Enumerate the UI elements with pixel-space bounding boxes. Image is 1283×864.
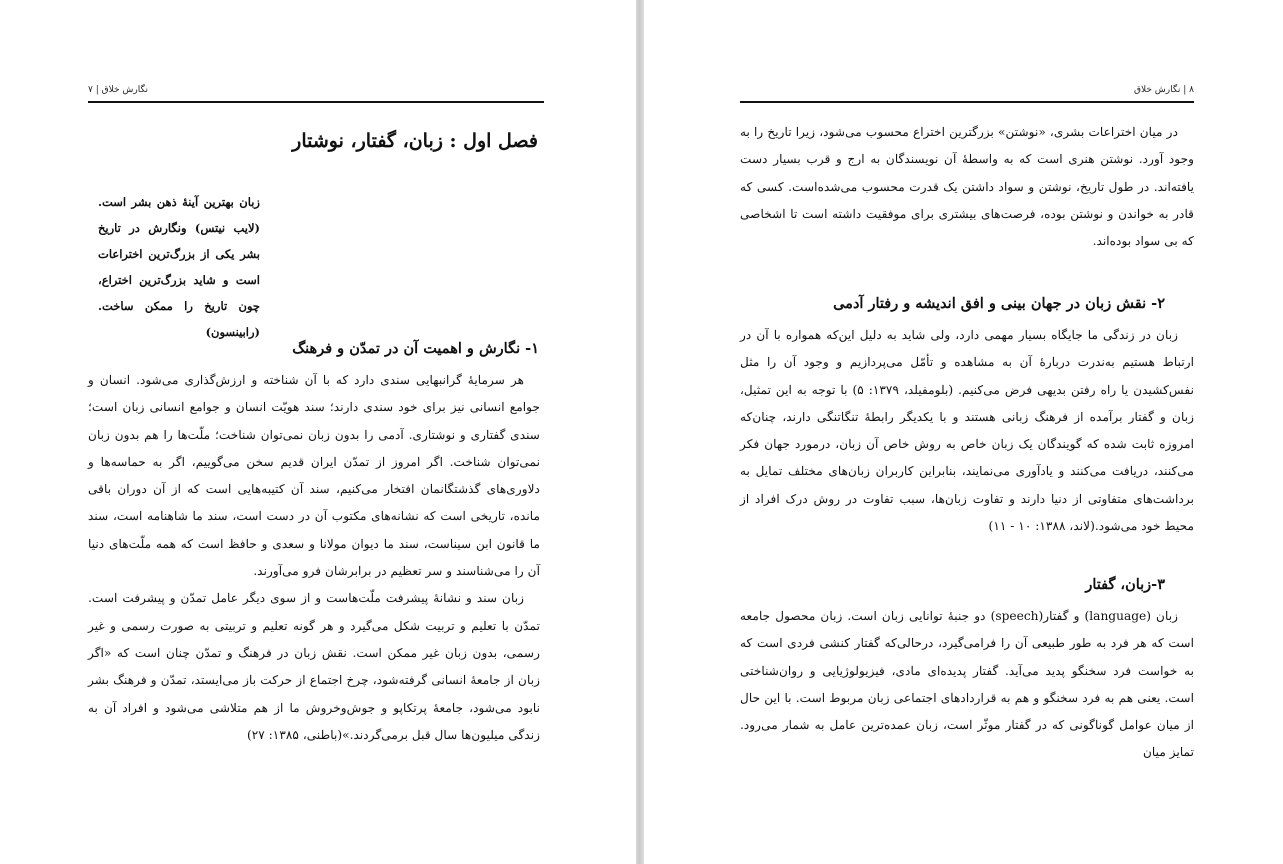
paragraph: هر سرمایهٔ گرانبهایی سندی دارد که با آن شناخته و ارزش‌گذاری می‌شود. انسان و جوامع انسانی نیز برای خود سندی دارند؛ سند هویّت انسان و جوامع انسانی زبان است؛ سندی گفتاری و نوشتاری. آدمی را بدون زبان نمی‌توان شناخت؛ ملّت‌ها را هم بدون زبان نمی‌توان شناخت. اگر امروز از تمدّن ایران قدیم سخن می‌گوییم، اگر به حماسه‌ها و دلاوری‌های گذشتگانمان افتخار می‌کنیم، سند آن کتیبه‌هایی است که از آن دوران باقی مانده، تاریخی است که نشانه‌های مکتوب آن در دست است، سند ما شاهنامه است، سند ما قانون ابن سیناست، سند ما دیوان مولانا و سعدی و حافظ است که همه ملّت‌های دنیا آن را می‌شناسند و سر تعظیم در برابرشان فرو می‌آورند. <box>88 373 540 579</box>
running-head-text <box>1134 84 1194 96</box>
page-number: ۷ <box>88 85 93 95</box>
section-body <box>740 603 1194 767</box>
section-heading: ۳-زبان، گفتار <box>1085 576 1165 593</box>
running-head-text <box>88 84 148 96</box>
running-head-title: نگارش خلاق <box>101 85 148 95</box>
paragraph: زبان در زندگی ما جایگاه بسیار مهمی دارد، ولی شاید به دلیل این‌که همواره با آن در ارتباط هستیم به‌ندرت دربارهٔ آن به مشاهده و تأمّل می‌پردازیم و وجود آن را مثل نفس‌کشیدن یا راه رفتن بدیهی فرض می‌کنیم. (بلومفیلد، ۱۳۷۹: ۵) با توجه به این تمثیل، زبان و گفتار برآمده از فرهنگ زبانی هستند و با یکدیگر رابطهٔ تنگاتنگی دارند، چنان‌که امروزه ثابت شده که گویندگان یک زبان خاص به روش خاص آن زبان، درمورد جهان فکر می‌کنند، دریافت می‌کنند و یادآوری می‌نمایند، بنابراین کاربران زبان‌های مختلف تمایل به برداشت‌های متفاوتی از دنیا دارند و تفاوت زبان‌ها، سبب تفاوت در روش درک افراد از محیط خود می‌شود.(لاند، ۱۳۸۸: ۱۰ - ۱۱) <box>740 328 1194 534</box>
paragraph: زبان سند و نشانهٔ پیشرفت ملّت‌هاست و از سوی دیگر عامل تمدّن و پیشرفت است. تمدّن با تعلیم و تربیت شکل می‌گیرد و هر گونه تعلیم و تربیتی به صورت رسمی و غیر رسمی، بدون زبان غیر ممکن است. نقش زبان در فرهنگ و تمدّن چنان است که «اگر زبان از جامعهٔ انسانی گرفته‌شود، چرخ اجتماع از حرکت باز می‌ایستد، تمدّن و فرهنگ بشر نابود می‌شود، جامعهٔ پرتکاپو و جوش‌وخروش ما از هم متلاشی می‌شود و افراد آن به زندگی میلیون‌ها سال قبل برمی‌گردند.»(باطنی، ۱۳۸۵: ۲۷) <box>88 591 540 742</box>
epigraph: زبان بهترین آینهٔ ذهن بشر است.(لایب نیتس) ونگارش در تاریخ بشر یکی از بزرگ‌ترین اختراعات است و شاید بزرگ‌ترین اختراع، چون تاریخ را ممکن ساخت. (رابینسون) <box>98 195 260 339</box>
paragraph: در میان اختراعات بشری، «نوشتن» بزرگترین اختراع محسوب می‌شود، زیرا تاریخ را به وجود آورد. نوشتن هنری است که به واسطهٔ آن نویسندگان به ارج و قرب بسیار دست یافته‌اند. در طول تاریخ، نوشتن و سواد داشتن یک قدرت محسوب می‌شده‌است. کسی که قادر به خواندن و نوشتن بوده، فرصت‌های بیشتری برای موفقیت داشته است تا اشخاصی که بی سواد بوده‌اند. <box>740 125 1194 249</box>
book-gutter <box>636 0 644 864</box>
running-head <box>88 84 544 103</box>
page-number: ۸ <box>1189 85 1194 95</box>
chapter-title: فصل اول : زبان، گفتار، نوشتار <box>292 130 538 152</box>
section-heading: ۲- نقش زبان در جهان بینی و افق اندیشه و رفتار آدمی <box>833 295 1165 312</box>
left-page <box>0 0 636 864</box>
section-body <box>740 322 1194 540</box>
running-head <box>740 84 1194 103</box>
right-page <box>644 0 1283 864</box>
intro-body <box>740 119 1194 255</box>
paragraph: زبان (language) و گفتار(speech) دو جنبهٔ توانایی زبان است. زبان محصول جامعه است که هر فرد به طور طبیعی آن را فرامی‌گیرد، درحالی‌که گفتار کنشی فردی است که به خواست فرد سخنگو پدید می‌آید. گفتار پدیده‌ای مادی، فیزیولوژیایی و روان‌شناختی است. یعنی هم به فرد سخنگو و هم به قراردادهای اجتماعی زبان مربوط است. با این حال از میان عوامل گوناگونی که در گفتار موثّر است، زبان عمده‌ترین عامل به شمار می‌رود. تمایز میان <box>740 609 1194 760</box>
section-heading: ۱- نگارش و اهمیت آن در تمدّن و فرهنگ <box>292 340 539 357</box>
running-head-title: نگارش خلاق <box>1134 85 1181 95</box>
running-head-separator: | <box>1183 85 1187 95</box>
running-head-separator: | <box>95 85 99 95</box>
section-body <box>88 367 540 749</box>
